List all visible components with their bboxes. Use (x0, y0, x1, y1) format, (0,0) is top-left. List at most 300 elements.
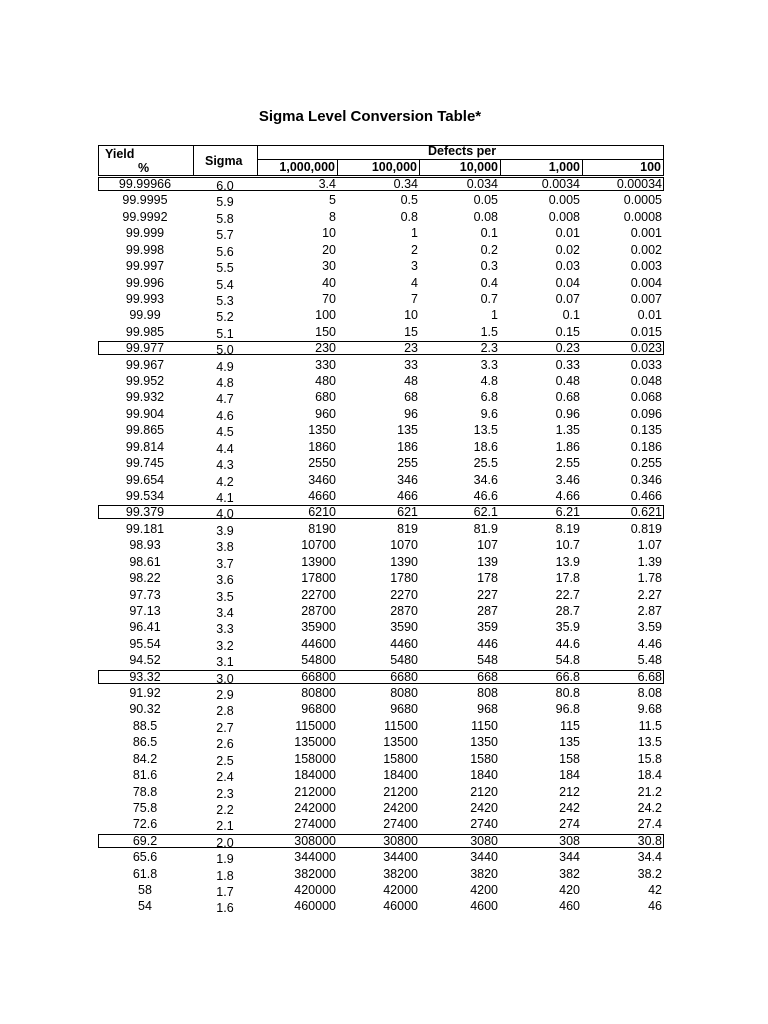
defects-cell: 54.8 (555, 653, 580, 668)
table-row (0, 866, 768, 882)
defects-cell: 0.007 (630, 291, 662, 306)
defects-cell: 66.8 (555, 669, 580, 684)
opportunity-divider (419, 159, 420, 176)
defects-cell: 66800 (301, 669, 336, 684)
defects-cell: 13.5 (637, 735, 662, 750)
yield-cell: 75.8 (132, 800, 158, 815)
table-row (0, 882, 768, 898)
yield-cell: 69.2 (132, 833, 158, 848)
sigma-cell: 5.0 (216, 343, 234, 358)
defects-cell: 15 (404, 324, 418, 339)
defects-cell: 139 (477, 554, 498, 569)
opportunity-divider (582, 159, 583, 176)
opportunity-header-10000: 10,000 (459, 160, 498, 174)
defects-cell: 2.87 (637, 603, 662, 618)
defects-cell: 4.46 (637, 636, 662, 651)
defects-cell: 115000 (295, 718, 336, 733)
yield-cell: 99.977 (125, 341, 165, 356)
defects-cell: 8 (329, 209, 336, 224)
defects-cell: 1.5 (480, 324, 498, 339)
header-left-border (98, 145, 99, 176)
table-row (0, 554, 768, 570)
yield-cell: 91.92 (129, 686, 161, 701)
defects-cell: 28.7 (555, 603, 580, 618)
sigma-cell: 5.7 (216, 228, 234, 243)
defects-cell: 158000 (294, 751, 336, 766)
table-row (0, 570, 768, 586)
yield-cell: 99.967 (125, 357, 165, 372)
defects-cell: 40 (322, 275, 336, 290)
yield-cell: 78.8 (132, 784, 158, 799)
table-row (0, 340, 768, 356)
defects-cell: 5480 (390, 653, 418, 668)
defects-cell: 6.21 (555, 505, 580, 520)
defects-cell: 34.4 (637, 850, 662, 865)
defects-cell: 0.00034 (616, 177, 662, 191)
defects-cell: 344000 (294, 850, 336, 865)
sigma-cell: 2.8 (216, 704, 234, 719)
defects-cell: 0.003 (630, 259, 662, 274)
defects-cell: 135000 (294, 735, 336, 750)
defects-cell: 0.34 (393, 177, 418, 191)
defects-cell: 81.9 (473, 521, 498, 536)
defects-cell: 1350 (470, 735, 498, 750)
table-row (0, 504, 768, 520)
table-row (0, 833, 768, 849)
sigma-cell: 4.4 (216, 441, 234, 456)
defects-cell: 0.4 (480, 275, 498, 290)
table-row (0, 898, 768, 914)
page-title: Sigma Level Conversion Table* (258, 108, 482, 125)
table-row (0, 406, 768, 422)
defects-cell: 0.01 (555, 226, 580, 241)
yield-cell: 99.997 (125, 259, 165, 274)
defects-cell: 100 (315, 308, 336, 323)
defects-cell: 25.5 (473, 456, 498, 471)
opportunity-header-1000000: 1,000,000 (279, 160, 335, 174)
defects-cell: 42000 (383, 883, 418, 898)
sigma-cell: 1.8 (216, 868, 234, 883)
defects-cell: 1780 (390, 571, 418, 586)
opportunity-header-100000: 100,000 (371, 160, 417, 174)
defects-cell: 4660 (308, 488, 336, 503)
defects-cell: 382000 (294, 866, 336, 881)
sigma-cell: 2.6 (216, 737, 234, 752)
defects-cell: 13500 (383, 735, 418, 750)
defects-cell: 0.0008 (623, 209, 662, 224)
table-row (0, 718, 768, 734)
defects-cell: 178 (477, 571, 498, 586)
defects-cell: 0.048 (630, 374, 662, 389)
defects-cell: 34400 (383, 850, 418, 865)
defects-cell: 3.4 (318, 177, 336, 191)
yield-cell: 99.99966 (118, 177, 172, 191)
yield-unit-header: % (138, 161, 150, 175)
defects-cell: 30800 (383, 833, 418, 848)
defects-cell: 3590 (390, 620, 418, 635)
sigma-header: Sigma (205, 154, 243, 168)
defects-per-header: Defects per (428, 144, 497, 158)
sigma-cell: 4.7 (216, 392, 234, 407)
defects-cell: 680 (315, 390, 336, 405)
defects-cell: 1390 (390, 554, 418, 569)
yield-cell: 86.5 (132, 735, 158, 750)
sigma-cell: 1.6 (216, 901, 234, 916)
defects-cell: 22.7 (555, 587, 580, 602)
table-row (0, 439, 768, 455)
sigma-cell: 4.2 (216, 474, 234, 489)
defects-cell: 3440 (470, 850, 498, 865)
defects-cell: 22700 (301, 587, 336, 602)
table-row (0, 488, 768, 504)
defects-cell: 668 (477, 669, 498, 684)
table-row (0, 537, 768, 553)
defects-cell: 274 (559, 817, 580, 832)
table-row (0, 685, 768, 701)
defects-cell: 0.004 (630, 275, 662, 290)
defects-cell: 4200 (470, 883, 498, 898)
sigma-cell: 5.2 (216, 310, 234, 325)
defects-cell: 158 (559, 751, 580, 766)
defects-cell: 968 (477, 702, 498, 717)
defects-cell: 0.05 (473, 193, 498, 208)
sigma-cell: 5.9 (216, 195, 234, 210)
defects-cell: 2.27 (637, 587, 662, 602)
defects-cell: 10 (322, 226, 336, 241)
defects-cell: 35900 (301, 620, 336, 635)
defects-cell: 1350 (308, 423, 336, 438)
defects-cell: 44600 (301, 636, 336, 651)
defects-cell: 8.19 (555, 521, 580, 536)
defects-cell: 1840 (470, 768, 498, 783)
table-row (0, 603, 768, 619)
defects-cell: 1.86 (555, 439, 580, 454)
defects-cell: 274000 (294, 817, 336, 832)
sigma-cell: 4.3 (216, 458, 234, 473)
sigma-cell: 2.3 (216, 786, 234, 801)
defects-cell: 3820 (470, 866, 498, 881)
defects-cell: 0.08 (473, 209, 498, 224)
defects-cell: 135 (559, 735, 580, 750)
defects-cell: 346 (397, 472, 418, 487)
defects-cell: 13900 (301, 554, 336, 569)
defects-cell: 4 (411, 275, 418, 290)
defects-cell: 0.346 (630, 472, 662, 487)
table-row (0, 176, 768, 192)
sigma-cell: 5.4 (216, 277, 234, 292)
defects-cell: 0.23 (555, 341, 580, 356)
yield-cell: 99.379 (125, 505, 165, 520)
opportunity-divider (500, 159, 501, 176)
defects-cell: 24200 (383, 800, 418, 815)
defects-cell: 27400 (383, 817, 418, 832)
defects-cell: 17800 (301, 571, 336, 586)
defects-cell: 115 (560, 718, 580, 733)
table-row (0, 636, 768, 652)
defects-cell: 0.186 (630, 439, 662, 454)
yield-cell: 99.999 (125, 226, 165, 241)
defects-cell: 70 (322, 291, 336, 306)
defects-cell: 0.466 (630, 488, 662, 503)
yield-cell: 97.13 (129, 603, 161, 618)
defects-cell: 0.023 (630, 341, 662, 356)
opportunity-header-100: 100 (640, 160, 661, 174)
defects-cell: 3 (411, 259, 418, 274)
defects-cell: 2270 (390, 587, 418, 602)
yield-cell: 95.54 (129, 636, 161, 651)
sigma-cell: 3.2 (216, 638, 234, 653)
defects-cell: 466 (397, 488, 418, 503)
table-row (0, 258, 768, 274)
defects-cell: 13.5 (473, 423, 498, 438)
defects-cell: 2 (411, 242, 418, 257)
defects-cell: 10700 (301, 538, 336, 553)
defects-cell: 3.59 (637, 620, 662, 635)
defects-cell: 0.01 (637, 308, 662, 323)
table-row (0, 192, 768, 208)
yield-cell: 81.6 (132, 768, 158, 783)
yield-cell: 99.534 (125, 488, 165, 503)
defects-cell: 1 (411, 226, 418, 241)
defects-cell: 30 (322, 259, 336, 274)
table-row (0, 816, 768, 832)
defects-cell: 96800 (301, 702, 336, 717)
table-row (0, 652, 768, 668)
defects-cell: 30.8 (637, 833, 662, 848)
defects-cell: 3080 (470, 833, 498, 848)
yield-cell: 54 (138, 899, 152, 914)
table-row (0, 619, 768, 635)
defects-cell: 0.15 (555, 324, 580, 339)
defects-cell: 446 (477, 636, 498, 651)
defects-cell: 46 (648, 899, 662, 914)
defects-cell: 3460 (308, 472, 336, 487)
sigma-cell: 2.2 (216, 802, 234, 817)
defects-cell: 2.3 (480, 341, 498, 356)
defects-cell: 7 (411, 291, 418, 306)
defects-cell: 80.8 (555, 686, 580, 701)
table-row (0, 324, 768, 340)
sigma-cell: 2.1 (216, 819, 234, 834)
yield-cell: 99.654 (125, 472, 165, 487)
yield-cell: 99.993 (125, 291, 165, 306)
defects-cell: 184 (559, 768, 580, 783)
defects-cell: 359 (477, 620, 498, 635)
defects-cell: 0.96 (555, 406, 580, 421)
header-yield-divider (193, 145, 194, 176)
defects-cell: 13.9 (555, 554, 580, 569)
sigma-cell: 2.4 (216, 770, 234, 785)
table-row (0, 521, 768, 537)
sigma-cell: 3.1 (216, 655, 234, 670)
defects-cell: 10.7 (555, 538, 580, 553)
defects-cell: 344 (559, 850, 580, 865)
defects-cell: 4600 (470, 899, 498, 914)
table-row (0, 389, 768, 405)
defects-cell: 21.2 (637, 784, 662, 799)
defects-cell: 1 (491, 308, 498, 323)
defects-cell: 5 (329, 193, 336, 208)
defects-cell: 2420 (470, 800, 498, 815)
defects-cell: 460000 (294, 899, 336, 914)
defects-cell: 1.35 (555, 423, 580, 438)
sigma-cell: 3.9 (216, 523, 234, 538)
defects-cell: 9680 (390, 702, 418, 717)
defects-cell: 17.8 (555, 571, 580, 586)
table-row (0, 209, 768, 225)
defects-cell: 0.33 (555, 357, 580, 372)
yield-cell: 84.2 (132, 751, 158, 766)
sigma-cell: 4.9 (216, 359, 234, 374)
defects-cell: 0.068 (630, 390, 662, 405)
yield-cell: 90.32 (129, 702, 161, 717)
table-row (0, 472, 768, 488)
yield-cell: 94.52 (129, 653, 161, 668)
defects-cell: 621 (397, 505, 418, 520)
yield-cell: 99.745 (125, 456, 165, 471)
defects-cell: 2740 (470, 817, 498, 832)
defects-cell: 135 (397, 423, 418, 438)
defects-cell: 23 (404, 341, 418, 356)
defects-cell: 11.5 (638, 718, 662, 733)
defects-cell: 480 (315, 374, 336, 389)
table-row (0, 734, 768, 750)
defects-cell: 0.096 (630, 406, 662, 421)
yield-cell: 99.814 (125, 439, 165, 454)
table-row (0, 784, 768, 800)
opportunity-divider (337, 159, 338, 176)
yield-cell: 58 (138, 883, 152, 898)
defects-cell: 33 (404, 357, 418, 372)
sigma-cell: 4.1 (216, 490, 234, 505)
sigma-cell: 4.6 (216, 408, 234, 423)
defects-cell: 242000 (294, 800, 336, 815)
defects-cell: 0.48 (555, 374, 580, 389)
defects-cell: 48 (404, 374, 418, 389)
defects-cell: 1070 (390, 538, 418, 553)
defects-cell: 308000 (294, 833, 336, 848)
defects-cell: 46.6 (473, 488, 498, 503)
defects-cell: 6.68 (637, 669, 662, 684)
defects-cell: 3.46 (555, 472, 580, 487)
defects-cell: 62.1 (473, 505, 498, 520)
defects-cell: 9.68 (637, 702, 662, 717)
defects-cell: 27.4 (637, 817, 662, 832)
defects-cell: 8190 (308, 521, 336, 536)
sigma-cell: 4.5 (216, 425, 234, 440)
table-row (0, 275, 768, 291)
sigma-cell: 3.6 (216, 573, 234, 588)
table-row (0, 455, 768, 471)
yield-header: Yield (105, 147, 135, 161)
table-row (0, 357, 768, 373)
defects-cell: 0.02 (555, 242, 580, 257)
table-row (0, 767, 768, 783)
defects-cell: 38.2 (637, 866, 662, 881)
sigma-cell: 1.9 (216, 852, 234, 867)
defects-cell: 808 (477, 686, 498, 701)
defects-cell: 107 (477, 538, 498, 553)
defects-cell: 0.07 (555, 291, 580, 306)
defects-cell: 10 (404, 308, 418, 323)
table-row (0, 751, 768, 767)
defects-cell: 15800 (383, 751, 418, 766)
opportunity-header-1000: 1,000 (548, 160, 580, 174)
table-row (0, 242, 768, 258)
defects-cell: 0.68 (555, 390, 580, 405)
yield-cell: 61.8 (132, 866, 158, 881)
defects-cell: 42 (648, 883, 662, 898)
defects-cell: 0.819 (630, 521, 662, 536)
defects-cell: 0.1 (562, 308, 580, 323)
defects-cell: 44.6 (555, 636, 580, 651)
defects-cell: 54800 (301, 653, 336, 668)
defects-cell: 186 (397, 439, 418, 454)
defects-cell: 0.5 (400, 193, 418, 208)
yield-cell: 97.73 (129, 587, 161, 602)
sigma-cell: 1.7 (216, 885, 234, 900)
defects-cell: 0.015 (630, 324, 662, 339)
defects-cell: 0.03 (555, 259, 580, 274)
yield-cell: 96.41 (129, 620, 161, 635)
sigma-cell: 5.1 (216, 326, 234, 341)
defects-cell: 184000 (294, 768, 336, 783)
table-row (0, 225, 768, 241)
sigma-cell: 5.3 (216, 293, 234, 308)
defects-cell: 0.135 (630, 423, 662, 438)
defects-cell: 548 (477, 653, 498, 668)
sigma-cell: 3.4 (216, 605, 234, 620)
defects-cell: 0.621 (630, 505, 662, 520)
defects-cell: 460 (559, 899, 580, 914)
yield-cell: 99.181 (125, 521, 165, 536)
defects-cell: 34.6 (473, 472, 498, 487)
sigma-cell: 2.0 (216, 835, 234, 850)
table-row (0, 422, 768, 438)
defects-cell: 6680 (390, 669, 418, 684)
sigma-cell: 5.8 (216, 211, 234, 226)
defects-cell: 0.034 (466, 177, 498, 191)
sigma-cell: 3.3 (216, 622, 234, 637)
defects-cell: 11500 (384, 718, 418, 733)
sigma-cell: 4.0 (216, 507, 234, 522)
defects-cell: 68 (404, 390, 418, 405)
defects-cell: 0.1 (480, 226, 498, 241)
sigma-cell: 3.7 (216, 556, 234, 571)
defects-cell: 46000 (383, 899, 418, 914)
sigma-cell: 3.0 (216, 671, 234, 686)
sigma-cell: 5.6 (216, 244, 234, 259)
yield-cell: 99.996 (125, 275, 165, 290)
defects-cell: 9.6 (480, 406, 498, 421)
defects-cell: 2870 (390, 603, 418, 618)
table-row (0, 701, 768, 717)
defects-cell: 1.78 (637, 571, 662, 586)
sigma-cell: 6.0 (216, 179, 234, 193)
table-row (0, 849, 768, 865)
yield-cell: 88.5 (132, 718, 158, 733)
table-row (0, 307, 768, 323)
defects-cell: 18.6 (473, 439, 498, 454)
yield-cell: 65.6 (132, 850, 158, 865)
header-top-border (98, 145, 664, 146)
defects-cell: 35.9 (555, 620, 580, 635)
defects-cell: 38200 (383, 866, 418, 881)
defects-cell: 1150 (471, 718, 498, 733)
yield-cell: 93.32 (129, 669, 161, 684)
defects-cell: 0.001 (630, 226, 662, 241)
sigma-cell: 3.5 (216, 589, 234, 604)
